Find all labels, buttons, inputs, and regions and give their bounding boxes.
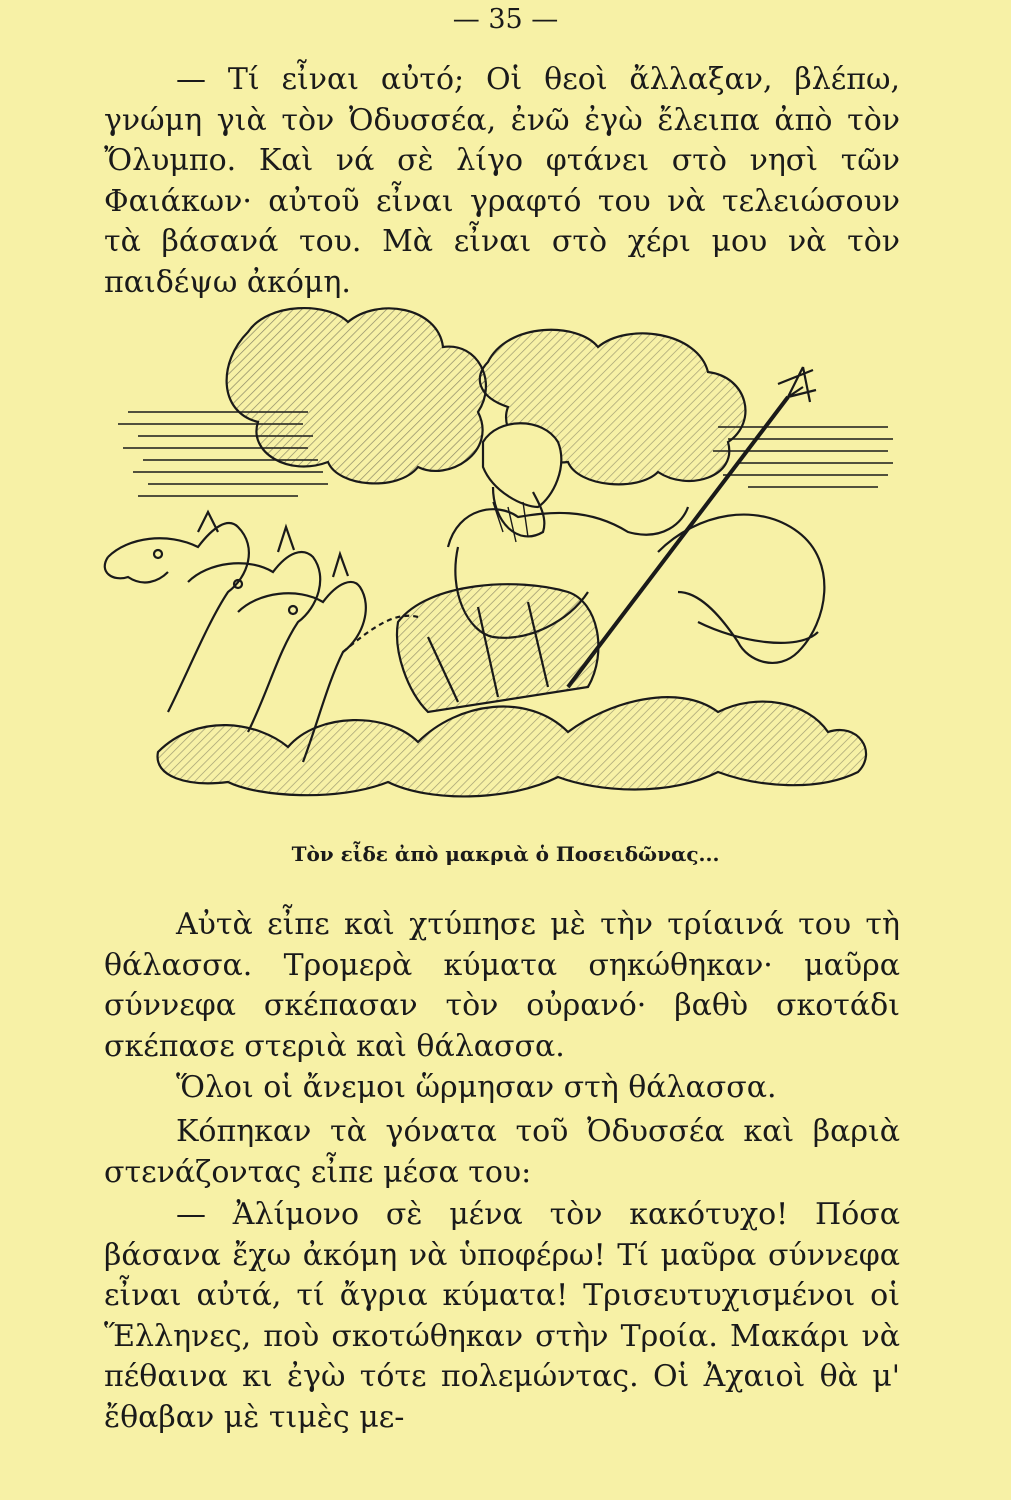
paragraph-1: — Τί εἶναι αὐτό; Οἱ θεοὶ ἄλλαξαν, βλέπω, γνώμη γιὰ τὸν Ὀδυσσέα, ἐνῶ ἐγὼ ἔλειπα ἀπὸ τὸν Ὄλυμπο. Καὶ νά σὲ λίγο φτάνει στὸ νησὶ τῶν Φαιάκων· αὐτοῦ εἶναι γραφτό του νὰ τελειώσουν τὰ βάσανά του. Μὰ εἶναι στὸ χέρι μου νὰ τὸν παιδέψω ἀκόμη. (104, 62, 900, 300)
paragraph-5: — Ἀλίμονο σὲ μένα τὸν κακότυχο! Πόσα βάσανα ἔχω ἀκόμη νὰ ὑποφέρω! Τί μαῦρα σύννεφα εἶναι αὐτά, τί ἄγρια κύματα! Τρισευτυχισμένοι οἱ Ἕλληνες, ποὺ σκοτώθηκαν στὴν Τροία. Μακάρι νὰ πέθαινα κι ἐγὼ τότε πολεμώντας. Οἱ Ἀχαιοὶ θὰ μ' ἔθαβαν μὲ τιμὲς με- (104, 1197, 900, 1435)
illustration-caption: Τὸν εἶδε ἀπὸ μακριὰ ὁ Ποσειδῶνας... (291, 842, 720, 866)
paragraph-3: Ὅλοι οἱ ἄνεμοι ὥρμησαν στὴ θάλασσα. (176, 1070, 777, 1105)
cloud-left (227, 308, 486, 483)
poseidon-illustration (98, 292, 898, 837)
chariot (397, 584, 598, 712)
paragraph-4: Κόπηκαν τὰ γόνατα τοῦ Ὀδυσσέα καὶ βαριὰ στενάζοντας εἶπε μέσα του: (104, 1114, 900, 1190)
waves (158, 697, 867, 796)
paragraph-2: Αὐτὰ εἶπε καὶ χτύπησε μὲ τὴν τρίαινά του τὴ θάλασσα. Τρομερὰ κύματα σηκώθηκαν· μαῦρα σύννεφα σκέπασαν τὸν οὐρανό· βαθὺ σκοτάδι σκέπασε στεριὰ καὶ θάλασσα. (104, 907, 900, 1064)
page-number: — 35 — (452, 4, 559, 35)
